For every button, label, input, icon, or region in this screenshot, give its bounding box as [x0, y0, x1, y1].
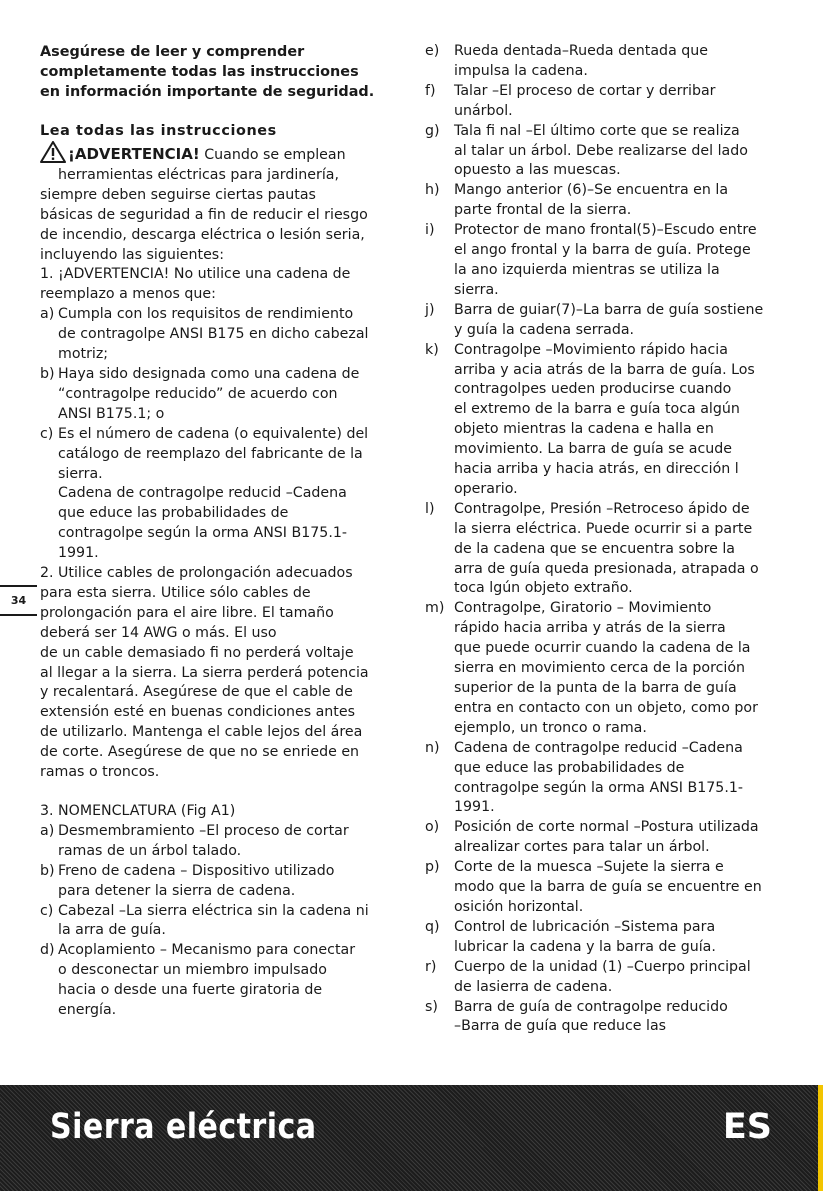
list-text: [454, 918, 801, 958]
warning-text: Cuando se emplean: [204, 147, 346, 163]
list-line: 1991.: [58, 545, 99, 562]
list-item: [40, 365, 400, 425]
list-marker: n): [425, 739, 440, 756]
left-column: [40, 42, 400, 1021]
list-marker: s): [425, 998, 438, 1015]
list-item: [40, 902, 400, 942]
list-line: objeto mientras la cadena e halla en: [454, 421, 714, 438]
list-line: energía.: [58, 1002, 117, 1019]
spacer: [40, 783, 400, 802]
list-text: [454, 739, 801, 819]
list-line: sierra.: [58, 465, 103, 482]
footer-title: Sierra eléctrica: [50, 1107, 317, 1147]
list-line: parte frontal de la sierra.: [454, 202, 632, 219]
list-line: Haya sido designada como una cadena de: [58, 365, 360, 382]
list-line: unárbol.: [454, 102, 513, 119]
list-line: 1991.: [454, 799, 495, 816]
list-text: [58, 305, 400, 365]
list-marker: o): [425, 819, 440, 836]
body-line: 1. ¡ADVERTENCIA! No utilice una cadena de: [40, 266, 351, 283]
list-marker: m): [425, 600, 445, 617]
list-line: motriz;: [58, 346, 109, 363]
footer-banner: [0, 1085, 818, 1191]
list-text: [454, 858, 801, 918]
list-text: [454, 181, 801, 221]
list-line: alrealizar cortes para talar un árbol.: [454, 839, 710, 856]
list-line: la arra de guía.: [58, 922, 166, 939]
list-line: catálogo de reemplazo del fabricante de la: [58, 445, 363, 462]
list-marker: i): [425, 222, 435, 239]
list-line: operario.: [454, 480, 518, 497]
list-line: hacia arriba y hacia atrás, en dirección l: [454, 461, 739, 478]
list-line: ejemplo, un tronco o rama.: [454, 719, 647, 736]
list-line: la ano izquierda mientras se utiliza la: [454, 261, 720, 278]
list-line: “contragolpe reducido” de acuerdo con: [58, 385, 338, 402]
list-line: que educe las probabilidades de: [454, 759, 685, 776]
list-marker: a): [40, 822, 55, 839]
list-text: [58, 902, 400, 942]
bold-heading-line: Asegúrese de leer y comprender: [40, 44, 305, 60]
footer-language-code: ES: [722, 1107, 772, 1147]
list-item: [425, 818, 801, 858]
list-line: al talar un árbol. Debe realizarse del lado: [454, 142, 748, 159]
list-line: que puede ocurrir cuando la cadena de la: [454, 640, 751, 657]
body-line: reemplazo a menos que:: [40, 286, 216, 303]
list-item: [425, 858, 801, 918]
body-line: prolongación para el aire libre. El tamaño: [40, 604, 334, 621]
list-marker: e): [425, 43, 440, 59]
list-line: el extremo de la barra e guía toca algún: [454, 401, 740, 418]
list-line: osición horizontal.: [454, 898, 584, 915]
list-marker: l): [425, 500, 435, 517]
list-line: de lasierra de cadena.: [454, 978, 613, 995]
list-line: de contragolpe ANSI B175 en dicho cabezal: [58, 326, 369, 343]
list-text: [454, 42, 801, 82]
list-marker: q): [425, 918, 440, 935]
list-line: –Barra de guía que reduce las: [454, 1018, 667, 1035]
body-line: de un cable demasiado fi no perderá voltaje: [40, 644, 354, 661]
body-line: y recalentará. Asegúrese de que el cable de: [40, 684, 353, 701]
section-heading: Lea todas las instrucciones: [40, 123, 277, 139]
body-line: extensión esté en buenas condiciones antes: [40, 704, 355, 721]
list-line: Tala fi nal –El último corte que se realiza: [454, 122, 740, 139]
list-line: arra de guía queda presionada, atrapada o: [454, 560, 759, 577]
body-line: de utilizarlo. Mantenga el cable lejos del área: [40, 724, 363, 741]
list-line: Es el número de cadena (o equivalente) del: [58, 425, 369, 442]
list-line: contragolpe según la orma ANSI B175.1-: [454, 779, 743, 796]
list-line: Desmembramiento –El proceso de cortar: [58, 822, 349, 839]
list-line: sierra.: [454, 281, 499, 298]
list-text: [454, 599, 801, 738]
list-line: toca lgún objeto extraño.: [454, 580, 633, 597]
page-number: 34: [0, 585, 37, 616]
list-item: [425, 918, 801, 958]
list-line: arriba y acia atrás de la barra de guía. Los: [454, 361, 755, 378]
list-line: rápido hacia arriba y atrás de la sierra: [454, 620, 726, 637]
list-line: opuesto a las muescas.: [454, 162, 621, 179]
list-item: [425, 958, 801, 998]
list-item: [425, 599, 801, 738]
list-text: [454, 221, 801, 301]
list-line: contragolpes ueden producirse cuando: [454, 381, 732, 398]
list-line: Protector de mano frontal(5)–Escudo entre: [454, 222, 757, 239]
bold-heading: [40, 42, 400, 102]
list-line: Control de lubricación –Sistema para: [454, 918, 716, 935]
list-line: y guía la cadena serrada.: [454, 321, 635, 338]
list-text: [58, 862, 400, 902]
body-line: de corte. Asegúrese de que no se enriede en: [40, 744, 360, 761]
bold-heading-line: completamente todas las instrucciones: [40, 64, 359, 80]
list-text: [454, 958, 801, 998]
bold-heading-line: en información importante de seguridad.: [40, 84, 375, 100]
list-text: [58, 822, 400, 862]
list-line: movimiento. La barra de guía se acude: [454, 441, 732, 458]
list-line: el ango frontal y la barra de guía. Protege: [454, 242, 751, 259]
list-item: [425, 82, 801, 122]
list-line: o desconectar un miembro impulsado: [58, 962, 327, 979]
body-line: deberá ser 14 AWG o más. El uso: [40, 624, 277, 641]
list-text: [454, 341, 801, 500]
edge-accent-bar: [818, 1085, 823, 1191]
list-line: superior de la punta de la barra de guía: [454, 680, 737, 696]
list-line: contragolpe según la orma ANSI B175.1-: [58, 525, 347, 542]
list-line: ANSI B175.1; o: [58, 405, 165, 422]
list-line: Barra de guía de contragolpe reducido: [454, 998, 728, 1015]
body-line: incluyendo las siguientes:: [40, 246, 224, 263]
list-item: [425, 42, 801, 82]
list-marker: b): [40, 365, 55, 382]
list-marker: k): [425, 341, 439, 358]
right-column: [425, 42, 801, 1037]
list-line: que educe las probabilidades de: [58, 505, 289, 522]
list-marker: f): [425, 82, 436, 99]
list-line: modo que la barra de guía se encuentre en: [454, 879, 762, 896]
list-line: de la cadena que se encuentra sobre la: [454, 540, 735, 557]
list-marker: p): [425, 859, 440, 876]
list-line: Contragolpe, Presión –Retroceso ápido de: [454, 500, 750, 517]
list-line: Posición de corte normal –Postura utilizada: [454, 819, 759, 836]
list-text: [454, 998, 801, 1038]
list-line: Cadena de contragolpe reducid –Cadena: [58, 485, 347, 502]
list-line: Cabezal –La sierra eléctrica sin la cadena ni: [58, 902, 369, 919]
list-line: para detener la sierra de cadena.: [58, 882, 296, 899]
list-line: Mango anterior (6)–Se encuentra en la: [454, 182, 729, 199]
paragraph-2: [40, 564, 400, 783]
list-line: Cadena de contragolpe reducid –Cadena: [454, 739, 743, 756]
list-item: [425, 739, 801, 819]
list-marker: b): [40, 862, 55, 879]
list-line: la sierra eléctrica. Puede ocurrir si a parte: [454, 520, 753, 537]
list-text: [58, 941, 400, 1021]
list-line: Contragolpe –Movimiento rápido hacia: [454, 341, 728, 358]
list-line: Corte de la muesca –Sujete la sierra e: [454, 859, 724, 876]
list-item: [40, 941, 400, 1021]
list-marker: c): [40, 425, 54, 442]
list-line: lubricar la cadena y la barra de guía.: [454, 938, 716, 955]
list-item: [425, 181, 801, 221]
list-item: [425, 500, 801, 600]
list-marker: c): [40, 902, 54, 919]
list-text: [454, 301, 801, 341]
list-item: [40, 305, 400, 365]
list-line: Cumpla con los requisitos de rendimiento: [58, 306, 354, 323]
list-line: Contragolpe, Giratorio – Movimiento: [454, 600, 712, 617]
body-line: para esta sierra. Utilice sólo cables de: [40, 584, 311, 601]
list-item: [425, 122, 801, 182]
list-item: [425, 301, 801, 341]
list-line: Freno de cadena – Dispositivo utilizado: [58, 862, 335, 879]
warning-label: ¡ADVERTENCIA!: [68, 145, 200, 163]
list-item: [425, 341, 801, 500]
list-text: [58, 365, 400, 425]
list-marker: r): [425, 958, 437, 975]
list-line: Rueda dentada–Rueda dentada que: [454, 43, 708, 59]
list-text: [454, 122, 801, 182]
list-line: Acoplamiento – Mecanismo para conectar: [58, 942, 356, 959]
list-text: [454, 500, 801, 600]
list-line: impulsa la cadena.: [454, 62, 588, 79]
warning-triangle-icon: [40, 141, 66, 163]
warning-text: herramientas eléctricas para jardinería,: [58, 166, 340, 183]
list-line: Cuerpo de la unidad (1) –Cuerpo principal: [454, 958, 751, 975]
list-text: [58, 425, 400, 564]
list-line: sierra en movimiento cerca de la porción: [454, 660, 746, 677]
list-line: Talar –El proceso de cortar y derribar: [454, 82, 716, 99]
list-item: [40, 425, 400, 564]
list-marker: d): [40, 942, 55, 959]
list-marker: a): [40, 306, 55, 323]
list-text: [454, 82, 801, 122]
nomenclature-heading: 3. NOMENCLATURA (Fig A1): [40, 803, 236, 819]
list-text: [454, 818, 801, 858]
list-line: Barra de guiar(7)–La barra de guía sostiene: [454, 301, 764, 318]
body-line: siempre deben seguirse ciertas pautas: [40, 186, 316, 203]
body-line: al llegar a la sierra. La sierra perderá potencia: [40, 664, 369, 681]
warning-line: [40, 141, 400, 166]
list-line: entra en contacto con un objeto, como por: [454, 699, 758, 716]
list-marker: j): [425, 301, 435, 318]
body-line: de incendio, descarga eléctrica o lesión seria,: [40, 226, 365, 243]
body-line: básicas de seguridad a fin de reducir el riesgo: [40, 206, 368, 223]
body-line: ramas o troncos.: [40, 764, 160, 781]
list-item: [40, 822, 400, 862]
list-item: [425, 998, 801, 1038]
list-item: [425, 221, 801, 301]
list-marker: h): [425, 182, 440, 199]
body-line: 2. Utilice cables de prolongación adecuados: [40, 565, 353, 582]
list-line: ramas de un árbol talado.: [58, 842, 242, 859]
list-line: hacia o desde una fuerte giratoria de: [58, 982, 323, 999]
list-item: [40, 862, 400, 902]
list-marker: g): [425, 122, 440, 139]
